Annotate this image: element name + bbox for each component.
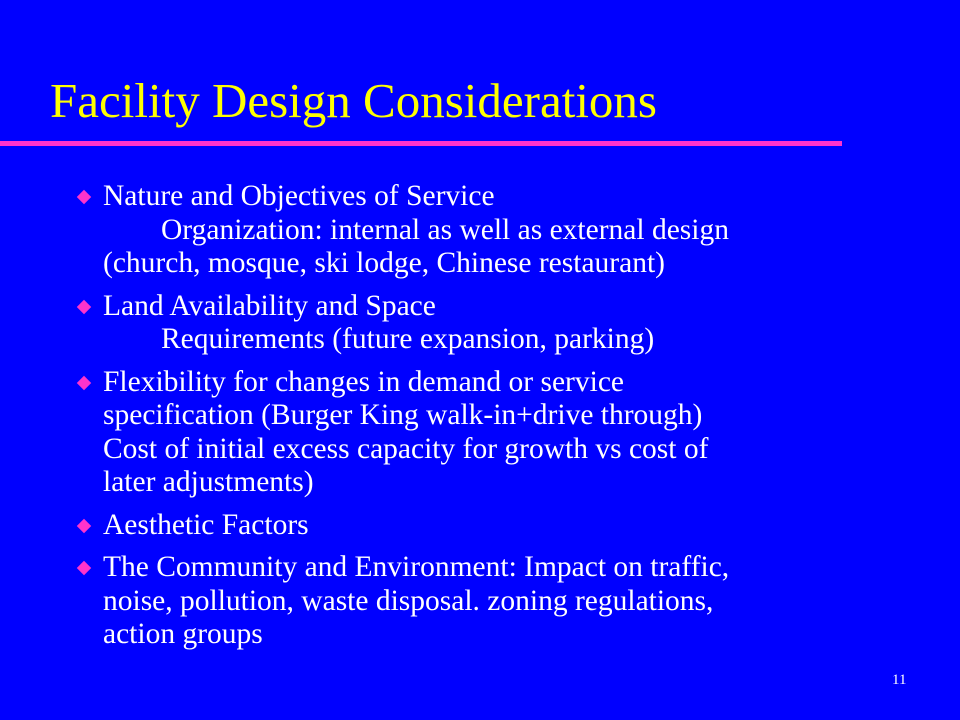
bullet-line: Requirements (future expansion, parking)	[161, 323, 655, 355]
diamond-bullet-icon	[77, 518, 91, 532]
page-number: 11	[892, 672, 907, 688]
diamond-bullet-icon	[77, 190, 91, 204]
bullet-item-nature-objectives	[0, 180, 903, 281]
bullet-line: noise, pollution, waste disposal. zoning regulations,	[103, 584, 714, 617]
bullet-line: Organization: internal as well as external design	[161, 213, 729, 246]
bullet-line: specification (Burger King walk-in+drive through)	[103, 399, 703, 431]
title-underline	[0, 141, 842, 146]
bullet-item-flexibility	[0, 366, 903, 500]
bullet-item-land-availability	[0, 290, 903, 357]
bullet-line: Cost of initial excess capacity for growth vs cost of	[103, 432, 709, 465]
diamond-bullet-icon	[77, 561, 91, 575]
bullet-line: Nature and Objectives of Service	[103, 180, 495, 212]
bullet-item-community-environment	[0, 551, 903, 652]
bullet-line: Aesthetic Factors	[103, 508, 309, 541]
bullet-line: later adjustments)	[103, 466, 314, 498]
diamond-bullet-icon	[77, 299, 91, 313]
bullet-list	[0, 180, 903, 661]
bullet-line: action groups	[103, 618, 263, 650]
bullet-line: The Community and Environment: Impact on traffic,	[103, 551, 730, 583]
diamond-bullet-icon	[77, 375, 91, 389]
bullet-line: Flexibility for changes in demand or service	[103, 365, 625, 398]
bullet-item-aesthetic-factors	[0, 509, 903, 543]
bullet-line: (church, mosque, ski lodge, Chinese restaurant)	[103, 247, 665, 279]
bullet-line: Land Availability and Space	[103, 289, 436, 322]
slide-title: Facility Design Considerations	[50, 73, 657, 128]
